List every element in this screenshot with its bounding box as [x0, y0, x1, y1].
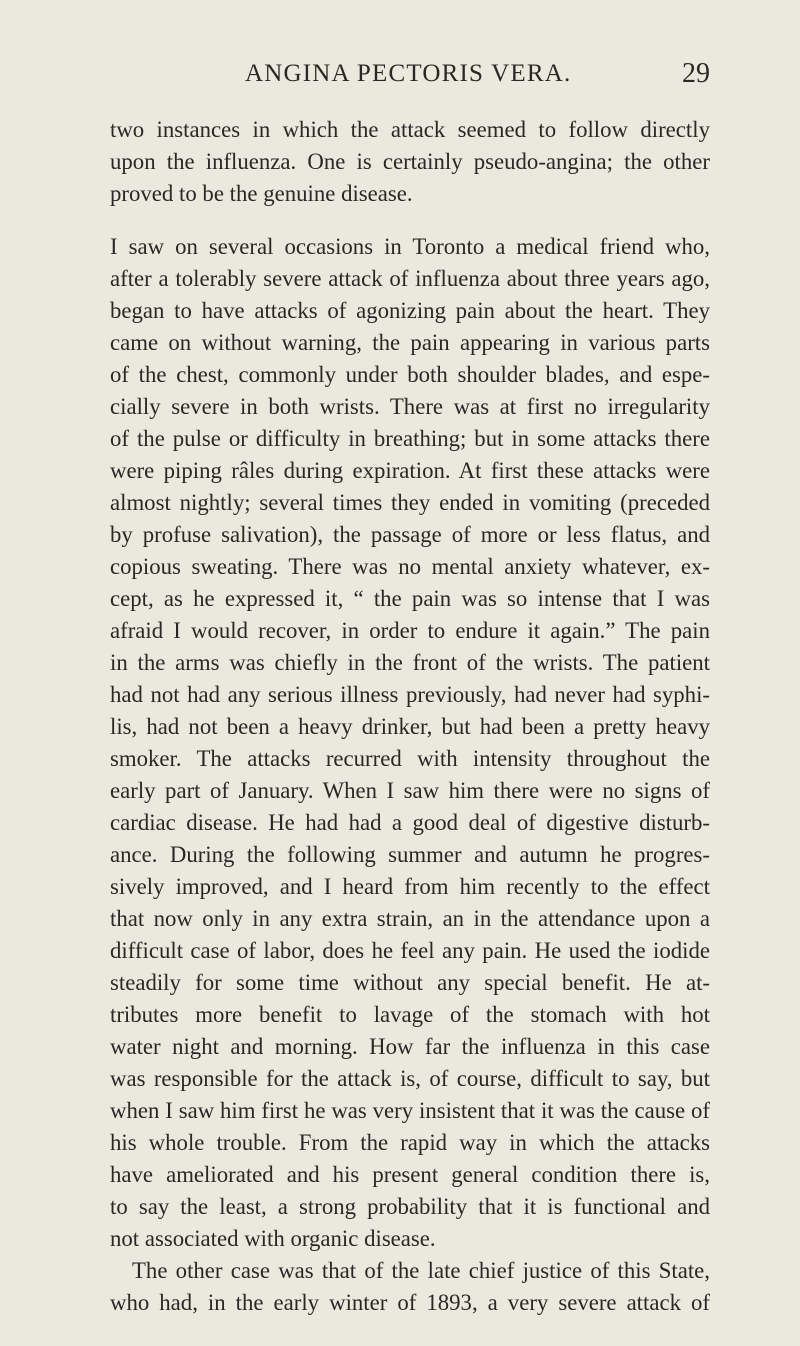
page-number: 29 — [682, 58, 710, 89]
text-line: not associated with organic disease. — [110, 1226, 436, 1251]
text-line: were piping râles during expiration. At first these attacks were — [110, 458, 710, 483]
text-line: difficult case of labor, does he feel any pain. He used the iodide — [110, 938, 710, 963]
text-line: of the pulse or difficulty in breathing; but in some attacks there — [110, 426, 710, 451]
text-line: of the chest, commonly under both shoulder blades, and espe- — [110, 362, 710, 387]
text-line: copious sweating. There was no mental anxiety whatever, ex- — [110, 554, 710, 579]
text-line: was responsible for the attack is, of course, difficult to say, but — [110, 1066, 710, 1091]
running-head-title: ANGINA PECTORIS VERA. — [245, 60, 572, 87]
text-line: steadily for some time without any special benefit. He at- — [110, 970, 710, 995]
text-line: in the arms was chiefly in the front of the wrists. The patient — [110, 650, 710, 675]
text-line: came on without warning, the pain appearing in various parts — [110, 330, 710, 355]
text-line: that now only in any extra strain, an in the attendance upon a — [110, 906, 710, 931]
text-line: sively improved, and I heard from him recently to the effect — [110, 874, 710, 899]
text-line: The other case was that of the late chief justice of this State, — [132, 1258, 710, 1283]
text-line: I saw on several occasions in Toronto a medical friend who, — [110, 234, 710, 259]
running-head — [110, 58, 710, 90]
text-line: almost nightly; several times they ended in vomiting (preceded — [110, 490, 710, 515]
text-line: who had, in the early winter of 1893, a very severe attack of — [110, 1290, 710, 1315]
text-line: when I saw him first he was very insistent that it was the cause of — [110, 1098, 710, 1123]
text-line: by profuse salivation), the passage of more or less flatus, and — [110, 522, 710, 547]
text-line: proved to be the genuine disease. — [110, 181, 413, 206]
text-line: cially severe in both wrists. There was at first no irregularity — [110, 394, 710, 419]
text-line: to say the least, a strong probability that it is functional and — [110, 1194, 710, 1219]
text-line: cardiac disease. He had had a good deal of digestive disturb- — [110, 810, 710, 835]
paragraph-gap — [110, 210, 710, 231]
text-line: his whole trouble. From the rapid way in which the attacks — [110, 1130, 710, 1155]
text-line: afraid I would recover, in order to endure it again.” The pain — [110, 618, 710, 643]
text-line: two instances in which the attack seemed to follow directly — [110, 117, 710, 142]
text-line: smoker. The attacks recurred with intensity throughout the — [110, 746, 710, 771]
text-line: water night and morning. How far the influenza in this case — [110, 1034, 710, 1059]
text-line: early part of January. When I saw him there were no signs of — [110, 778, 710, 803]
text-line: lis, had not been a heavy drinker, but had been a pretty heavy — [110, 714, 710, 739]
text-line: upon the influenza. One is certainly pseudo-angina; the other — [110, 149, 710, 174]
text-line: after a tolerably severe attack of influenza about three years ago, — [110, 266, 710, 291]
text-line: tributes more benefit to lavage of the stomach with hot — [110, 1002, 710, 1027]
text-line: have ameliorated and his present general condition there is, — [110, 1162, 710, 1187]
text-line: cept, as he expressed it, “ the pain was so intense that I was — [110, 586, 710, 611]
text-line: began to have attacks of agonizing pain about the heart. They — [110, 298, 710, 323]
text-line: had not had any serious illness previously, had never had syphi- — [110, 682, 710, 707]
text-line: ance. During the following summer and autumn he progres- — [110, 842, 710, 867]
paragraph — [110, 231, 710, 1255]
body-text — [110, 114, 710, 1319]
paragraph — [110, 114, 710, 210]
paragraph — [110, 1255, 710, 1319]
